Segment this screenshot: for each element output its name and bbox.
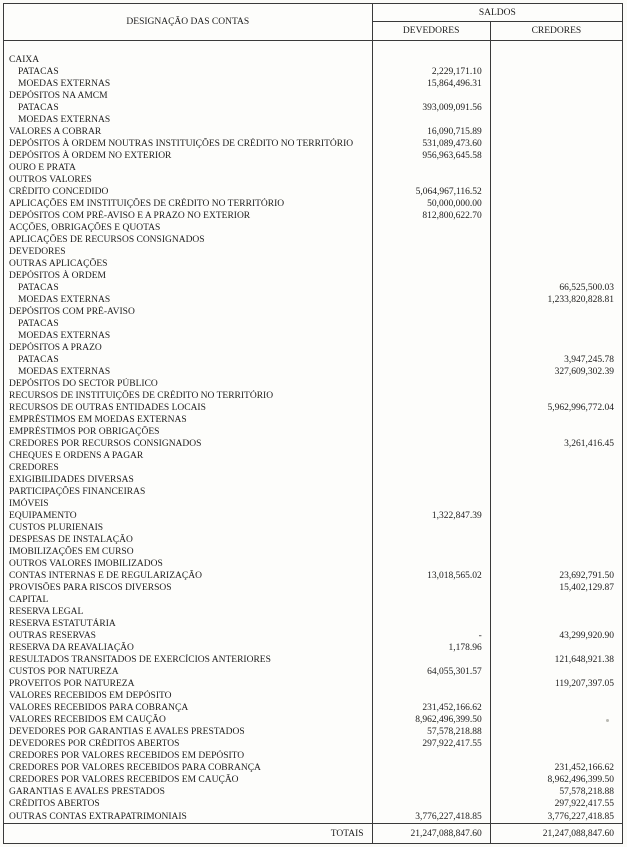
devedores-amount xyxy=(372,678,490,690)
devedores-amount xyxy=(372,558,490,570)
credores-amount: 5,962,996,772.04 xyxy=(547,403,614,414)
credores-amount xyxy=(490,330,622,342)
credores-amount xyxy=(490,510,622,522)
account-label: CREDORES POR VALORES RECEBIDOS EM DEPÓSITO xyxy=(4,750,373,762)
credores-amount: 66,525,500.03 xyxy=(559,283,614,294)
account-row xyxy=(4,462,623,474)
credores-amount xyxy=(490,102,622,114)
totals-row xyxy=(4,824,623,844)
devedores-amount: 956,963,645.58 xyxy=(372,150,490,162)
credores-amount xyxy=(490,522,622,534)
account-row xyxy=(4,498,623,510)
devedores-amount xyxy=(372,774,490,786)
account-row xyxy=(4,174,623,186)
account-row xyxy=(4,450,623,462)
credores-amount: 119,207,397.05 xyxy=(554,679,614,690)
saldos-group-header: SALDOS xyxy=(372,4,622,22)
account-row xyxy=(4,258,623,270)
account-row xyxy=(4,594,623,606)
devedores-amount xyxy=(372,270,490,282)
account-label: VALORES RECEBIDOS PARA COBRANÇA xyxy=(4,702,373,714)
credores-amount xyxy=(490,594,622,606)
accounts-balance-table xyxy=(3,3,623,844)
devedores-amount xyxy=(372,762,490,774)
account-label: MOEDAS EXTERNAS xyxy=(4,114,373,126)
account-label: MOEDAS EXTERNAS xyxy=(4,294,373,306)
devedores-amount xyxy=(372,114,490,126)
credores-amount: 121,648,921.38 xyxy=(554,655,614,666)
credores-amount xyxy=(490,318,622,330)
account-row xyxy=(4,210,623,222)
account-row xyxy=(4,198,623,210)
account-label: PROVISÕES PARA RISCOS DIVERSOS xyxy=(4,582,373,594)
account-row xyxy=(4,606,623,618)
account-row xyxy=(4,390,623,402)
account-row xyxy=(4,294,623,306)
scan-artifact-dot xyxy=(606,719,609,722)
account-label: PATACAS xyxy=(4,102,373,114)
credores-amount: 3,261,416.45 xyxy=(564,439,614,450)
credores-amount xyxy=(490,186,622,198)
account-row xyxy=(4,102,623,114)
devedores-amount xyxy=(372,390,490,402)
credores-amount xyxy=(490,690,622,702)
credores-amount: 1,233,820,828.81 xyxy=(547,295,614,306)
account-label: DEVEDORES xyxy=(4,246,373,258)
header-row-saldos xyxy=(4,4,623,22)
account-row xyxy=(4,270,623,282)
account-label: MOEDAS EXTERNAS xyxy=(4,330,373,342)
account-label: CRÉDITO CONCEDIDO xyxy=(4,186,373,198)
account-label: OUTRAS CONTAS EXTRAPATRIMONIAIS xyxy=(4,810,373,823)
account-row xyxy=(4,750,623,762)
account-label: DEPÓSITOS À ORDEM xyxy=(4,270,373,282)
account-label: RESERVA ESTATUTÁRIA xyxy=(4,618,373,630)
devedores-amount xyxy=(372,282,490,294)
account-row xyxy=(4,666,623,678)
account-row xyxy=(4,306,623,318)
account-row xyxy=(4,702,623,714)
account-row xyxy=(4,690,623,702)
account-label: DEVEDORES POR CRÉDITOS ABERTOS xyxy=(4,738,373,750)
account-label: RECURSOS DE OUTRAS ENTIDADES LOCAIS xyxy=(4,402,373,414)
account-label: PATACAS xyxy=(4,282,373,294)
credores-amount xyxy=(490,41,622,67)
devedores-amount xyxy=(372,41,490,67)
credores-amount xyxy=(490,426,622,438)
account-label: DEPÓSITOS NA AMCM xyxy=(4,90,373,102)
account-row xyxy=(4,330,623,342)
devedores-amount: 297,922,417.55 xyxy=(372,738,490,750)
devedores-amount xyxy=(372,546,490,558)
account-label: DEPÓSITOS COM PRÉ-AVISO xyxy=(4,306,373,318)
account-row xyxy=(4,354,623,366)
account-label: VALORES RECEBIDOS EM CAUÇÃO xyxy=(4,714,373,726)
devedores-amount xyxy=(372,654,490,666)
account-row xyxy=(4,738,623,750)
credores-amount xyxy=(490,486,622,498)
account-row xyxy=(4,138,623,150)
account-row xyxy=(4,41,623,67)
account-label: GARANTIAS E AVALES PRESTADOS xyxy=(4,786,373,798)
devedores-amount: 16,090,715.89 xyxy=(372,126,490,138)
devedores-amount xyxy=(372,366,490,378)
account-label: DEPÓSITOS DO SECTOR PÚBLICO xyxy=(4,378,373,390)
credores-amount: 8,962,496,399.50 xyxy=(547,775,614,786)
account-label: APLICAÇÕES DE RECURSOS CONSIGNADOS xyxy=(4,234,373,246)
credores-amount xyxy=(490,126,622,138)
devedores-amount xyxy=(372,222,490,234)
devedores-amount xyxy=(372,342,490,354)
account-label: CUSTOS PLURIENAIS xyxy=(4,522,373,534)
account-row xyxy=(4,654,623,666)
account-row xyxy=(4,642,623,654)
credores-amount xyxy=(490,378,622,390)
account-row xyxy=(4,678,623,690)
credores-amount xyxy=(490,738,622,750)
account-label: CREDORES POR VALORES RECEBIDOS PARA COBRANÇA xyxy=(4,762,373,774)
totals-credores-amount: 21,247,088,847.60 xyxy=(490,824,622,844)
account-label: CHEQUES E ORDENS A PAGAR xyxy=(4,450,373,462)
account-label: CREDORES POR VALORES RECEBIDOS EM CAUÇÃO xyxy=(4,774,373,786)
account-row xyxy=(4,474,623,486)
credores-amount xyxy=(490,210,622,222)
devedores-amount xyxy=(372,234,490,246)
credores-amount xyxy=(490,90,622,102)
credores-amount xyxy=(490,114,622,126)
devedores-amount xyxy=(372,330,490,342)
devedores-amount: 1,178.96 xyxy=(372,642,490,654)
credores-amount xyxy=(490,270,622,282)
devedores-amount xyxy=(372,462,490,474)
account-row xyxy=(4,810,623,823)
devedores-amount: 531,089,473.60 xyxy=(372,138,490,150)
account-label: VALORES RECEBIDOS EM DEPÓSITO xyxy=(4,690,373,702)
account-row xyxy=(4,246,623,258)
credores-amount xyxy=(490,390,622,402)
credores-amount xyxy=(490,150,622,162)
account-label: IMOBILIZAÇÕES EM CURSO xyxy=(4,546,373,558)
account-label: OUTRAS RESERVAS xyxy=(4,630,373,642)
devedores-amount xyxy=(372,174,490,186)
devedores-amount xyxy=(372,438,490,450)
devedores-amount xyxy=(372,750,490,762)
account-row xyxy=(4,78,623,90)
credores-amount: 23,692,791.50 xyxy=(559,571,614,582)
account-label: EMPRÉSTIMOS EM MOEDAS EXTERNAS xyxy=(4,414,373,426)
credores-amount xyxy=(490,78,622,90)
account-row xyxy=(4,618,623,630)
devedores-amount: 8,962,496,399.50 xyxy=(372,714,490,726)
devedores-amount xyxy=(372,582,490,594)
devedores-amount xyxy=(372,594,490,606)
devedores-amount: 3,776,227,418.85 xyxy=(372,810,490,823)
account-row xyxy=(4,150,623,162)
devedores-amount xyxy=(372,378,490,390)
devedores-amount xyxy=(372,318,490,330)
account-row xyxy=(4,234,623,246)
credores-amount xyxy=(490,306,622,318)
account-label: MOEDAS EXTERNAS xyxy=(4,366,373,378)
credores-amount xyxy=(490,234,622,246)
devedores-amount xyxy=(372,522,490,534)
devedores-amount: 231,452,166.62 xyxy=(372,702,490,714)
devedores-amount: 1,322,847.39 xyxy=(372,510,490,522)
account-row xyxy=(4,786,623,798)
account-row xyxy=(4,414,623,426)
devedores-column-header: DEVEDORES xyxy=(372,22,490,41)
devedores-amount xyxy=(372,246,490,258)
account-label: RESERVA DA REAVALIAÇÃO xyxy=(4,642,373,654)
account-label: CREDORES POR RECURSOS CONSIGNADOS xyxy=(4,438,373,450)
devedores-amount xyxy=(372,402,490,414)
account-row xyxy=(4,318,623,330)
account-row xyxy=(4,342,623,354)
devedores-amount xyxy=(372,786,490,798)
devedores-amount xyxy=(372,306,490,318)
account-row xyxy=(4,402,623,414)
credores-amount xyxy=(490,246,622,258)
credores-amount xyxy=(490,642,622,654)
account-row xyxy=(4,522,623,534)
account-row xyxy=(4,630,623,642)
account-label: MOEDAS EXTERNAS xyxy=(4,78,373,90)
devedores-amount: 15,864,496.31 xyxy=(372,78,490,90)
account-label: CAPITAL xyxy=(4,594,373,606)
devedores-amount xyxy=(372,606,490,618)
account-row xyxy=(4,714,623,726)
credores-amount xyxy=(490,558,622,570)
account-row xyxy=(4,570,623,582)
table-footer xyxy=(4,824,623,844)
account-label: PATACAS xyxy=(4,66,373,78)
account-label: CUSTOS POR NATUREZA xyxy=(4,666,373,678)
credores-amount: 327,609,302.39 xyxy=(554,367,614,378)
account-label: EQUIPAMENTO xyxy=(4,510,373,522)
account-label: APLICAÇÕES EM INSTITUIÇÕES DE CRÉDITO NO TERRITÓRIO xyxy=(4,198,373,210)
account-row xyxy=(4,222,623,234)
credores-amount xyxy=(490,714,622,726)
account-row xyxy=(4,162,623,174)
credores-amount xyxy=(490,66,622,78)
devedores-amount: 393,009,091.56 xyxy=(372,102,490,114)
devedores-amount xyxy=(372,474,490,486)
credores-column-header: CREDORES xyxy=(490,22,622,41)
credores-amount xyxy=(490,750,622,762)
account-label: RESULTADOS TRANSITADOS DE EXERCÍCIOS ANTERIORES xyxy=(4,654,373,666)
account-label: OURO E PRATA xyxy=(4,162,373,174)
credores-amount: 297,922,417.55 xyxy=(554,799,614,810)
account-label: CRÉDITOS ABERTOS xyxy=(4,798,373,810)
account-label: PARTICIPAÇÕES FINANCEIRAS xyxy=(4,486,373,498)
devedores-amount: - xyxy=(372,630,490,642)
credores-amount xyxy=(490,414,622,426)
account-label: DEPÓSITOS À ORDEM NOUTRAS INSTITUIÇÕES DE CRÉDITO NO TERRITÓRIO xyxy=(4,138,373,150)
credores-amount: 57,578,218.88 xyxy=(559,787,614,798)
devedores-amount: 13,018,565.02 xyxy=(372,570,490,582)
devedores-amount xyxy=(372,798,490,810)
account-label: EXIGIBILIDADES DIVERSAS xyxy=(4,474,373,486)
account-label: DEPÓSITOS À ORDEM NO EXTERIOR xyxy=(4,150,373,162)
account-row xyxy=(4,558,623,570)
account-label: PATACAS xyxy=(4,354,373,366)
credores-amount xyxy=(490,726,622,738)
account-label: VALORES A COBRAR xyxy=(4,126,373,138)
credores-amount: 231,452,166.62 xyxy=(554,763,614,774)
credores-amount xyxy=(490,462,622,474)
credores-amount xyxy=(490,198,622,210)
account-label: OUTRAS APLICAÇÕES xyxy=(4,258,373,270)
credores-amount xyxy=(490,258,622,270)
devedores-amount xyxy=(372,486,490,498)
account-row xyxy=(4,426,623,438)
credores-amount xyxy=(490,606,622,618)
devedores-amount xyxy=(372,690,490,702)
credores-amount xyxy=(490,474,622,486)
account-row xyxy=(4,438,623,450)
account-label: DESPESAS DE INSTALAÇÃO xyxy=(4,534,373,546)
credores-amount xyxy=(490,534,622,546)
account-row xyxy=(4,510,623,522)
account-label: DEPÓSITOS A PRAZO xyxy=(4,342,373,354)
devedores-amount xyxy=(372,162,490,174)
account-label: DEPÓSITOS COM PRÉ-AVISO E A PRAZO NO EXTERIOR xyxy=(4,210,373,222)
account-label: OUTROS VALORES xyxy=(4,174,373,186)
devedores-amount: 57,578,218.88 xyxy=(372,726,490,738)
devedores-amount xyxy=(372,414,490,426)
account-row xyxy=(4,378,623,390)
account-label: IMÓVEIS xyxy=(4,498,373,510)
account-row xyxy=(4,726,623,738)
account-row xyxy=(4,546,623,558)
account-row xyxy=(4,366,623,378)
credores-amount: 3,947,245.78 xyxy=(564,355,614,366)
account-row xyxy=(4,762,623,774)
credores-amount xyxy=(490,342,622,354)
credores-amount xyxy=(490,162,622,174)
account-label: ACÇÕES, OBRIGAÇÕES E QUOTAS xyxy=(4,222,373,234)
account-row xyxy=(4,774,623,786)
credores-amount xyxy=(490,702,622,714)
devedores-amount xyxy=(372,258,490,270)
table-header xyxy=(4,4,623,41)
devedores-amount xyxy=(372,450,490,462)
account-label: RESERVA LEGAL xyxy=(4,606,373,618)
account-row xyxy=(4,126,623,138)
devedores-amount: 50,000,000.00 xyxy=(372,198,490,210)
scanned-document-page xyxy=(3,3,623,844)
devedores-amount xyxy=(372,498,490,510)
designation-column-header: DESIGNAÇÃO DAS CONTAS xyxy=(4,4,373,41)
devedores-amount: 812,800,622.70 xyxy=(372,210,490,222)
devedores-amount xyxy=(372,426,490,438)
credores-amount: 3,776,227,418.85 xyxy=(547,811,614,822)
credores-amount xyxy=(490,174,622,186)
account-label: CAIXA xyxy=(4,41,373,67)
devedores-amount: 2,229,171.10 xyxy=(372,66,490,78)
account-row xyxy=(4,90,623,102)
account-label: PATACAS xyxy=(4,318,373,330)
credores-amount xyxy=(490,498,622,510)
account-label: CREDORES xyxy=(4,462,373,474)
account-label: DEVEDORES POR GARANTIAS E AVALES PRESTADOS xyxy=(4,726,373,738)
account-row xyxy=(4,114,623,126)
devedores-amount xyxy=(372,618,490,630)
devedores-amount xyxy=(372,90,490,102)
account-row xyxy=(4,486,623,498)
account-row xyxy=(4,582,623,594)
devedores-amount: 5,064,967,116.52 xyxy=(372,186,490,198)
account-label: PROVEITOS POR NATUREZA xyxy=(4,678,373,690)
credores-amount xyxy=(490,450,622,462)
account-label: OUTROS VALORES IMOBILIZADOS xyxy=(4,558,373,570)
account-row xyxy=(4,534,623,546)
devedores-amount xyxy=(372,534,490,546)
credores-amount xyxy=(490,138,622,150)
totals-label: TOTAIS xyxy=(4,824,373,844)
account-row xyxy=(4,186,623,198)
credores-amount xyxy=(490,222,622,234)
credores-amount: 15,402,129.87 xyxy=(559,583,614,594)
accounts-body xyxy=(4,41,623,824)
credores-amount xyxy=(490,618,622,630)
totals-devedores-amount: 21,247,088,847.60 xyxy=(372,824,490,844)
account-label: CONTAS INTERNAS E DE REGULARIZAÇÃO xyxy=(4,570,373,582)
devedores-amount xyxy=(372,294,490,306)
account-label: RECURSOS DE INSTITUIÇÕES DE CRÉDITO NO TERRITÓRIO xyxy=(4,390,373,402)
account-row xyxy=(4,66,623,78)
credores-amount xyxy=(490,666,622,678)
account-row xyxy=(4,798,623,810)
account-row xyxy=(4,282,623,294)
credores-amount: 43,299,920.90 xyxy=(559,631,614,642)
devedores-amount: 64,055,301.57 xyxy=(372,666,490,678)
account-label: EMPRÉSTIMOS POR OBRIGAÇÕES xyxy=(4,426,373,438)
devedores-amount xyxy=(372,354,490,366)
credores-amount xyxy=(490,546,622,558)
